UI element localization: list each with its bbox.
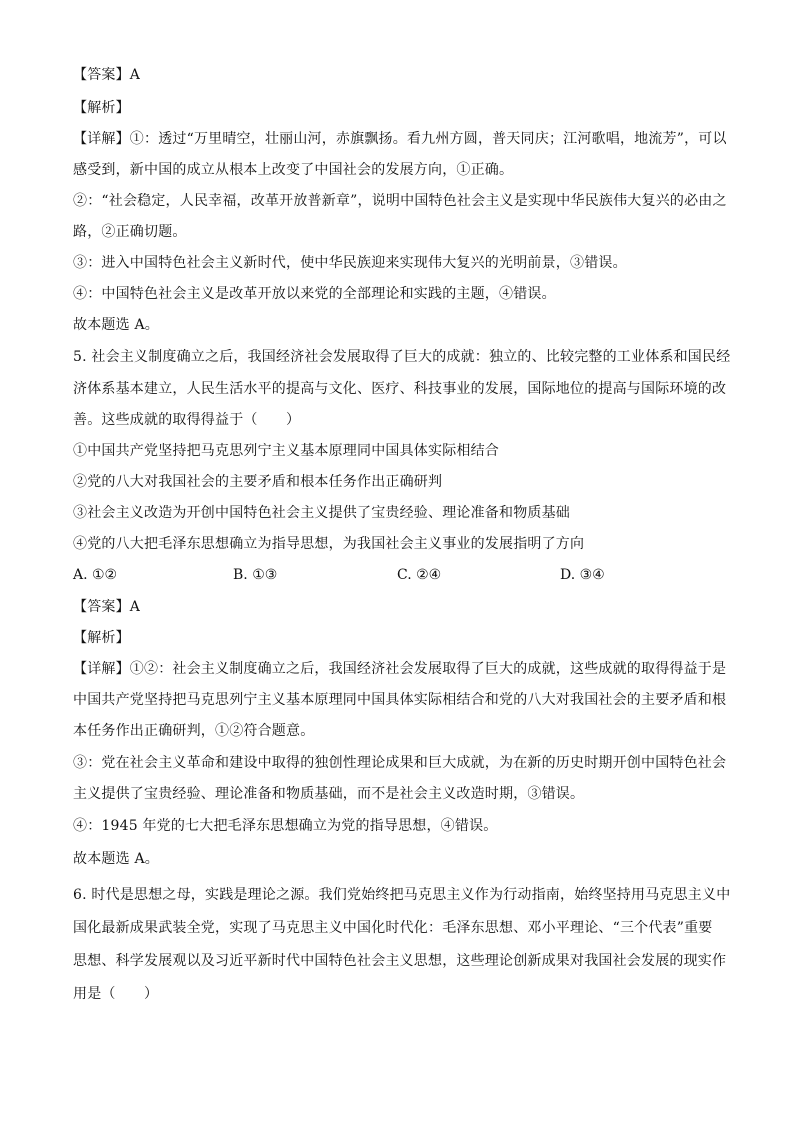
q5-statement-2: ②党的八大对我国社会的主要矛盾和根本任务作出正确研判 (73, 474, 443, 490)
q4-detail-line: 【详解】①：透过“万里晴空，壮丽山河，赤旗飘扬。看九州方圆，普天同庆；江河歌唱，地流芳”，可以 (73, 131, 727, 147)
q6-stem-line: 思想、科学发展观以及习近平新时代中国特色社会主义思想，这些理论创新成果对我国社会发展的现实作 (73, 953, 727, 969)
q5-option-b: B. ①③ (233, 567, 278, 583)
q5-stem-line: 善。这些成就的取得得益于（ ） (73, 412, 301, 428)
q5-option-d: D. ③④ (560, 567, 605, 583)
q5-statement-3: ③社会主义改造为开创中国特色社会主义提供了宝贵经验、理论准备和物质基础 (73, 505, 570, 521)
q4-detail-line: 路，②正确切题。 (73, 224, 187, 240)
q5-stem-line: 济体系基本建立，人民生活水平的提高与文化、医疗、科技事业的发展，国际地位的提高与国际环境的改 (73, 381, 727, 397)
q5-detail-line: 中国共产党坚持把马克思列宁主义基本原理同中国具体实际相结合和党的八大对我国社会的主要矛盾和根 (73, 692, 727, 708)
q4-conclusion: 故本题选 A。 (73, 317, 159, 333)
q5-detail-line: 主义提供了宝贵经验、理论准备和物质基础，而不是社会主义改造时期，③错误。 (73, 786, 585, 802)
q4-answer: 【答案】A (73, 67, 141, 83)
q5-statement-4: ④党的八大把毛泽东思想确立为指导思想，为我国社会主义事业的发展指明了方向 (73, 536, 585, 552)
q5-detail-line: ④：1945 年党的七大把毛泽东思想确立为党的指导思想，④错误。 (73, 818, 498, 834)
q5-detail-line: ③：党在社会主义革命和建设中取得的独创性理论成果和巨大成就，为在新的历史时期开创中国特色社会 (73, 755, 727, 771)
q6-stem-line: 用是（ ） (73, 986, 159, 1002)
q4-analysis-heading: 【解析】 (73, 100, 130, 116)
q4-detail-line: ③：进入中国特色社会主义新时代，使中华民族迎来实现伟大复兴的光明前景，③错误。 (73, 255, 627, 271)
q4-detail-line: 感受到，新中国的成立从根本上改变了中国社会的发展方向，①正确。 (73, 162, 514, 178)
q5-conclusion: 故本题选 A。 (73, 851, 159, 867)
q5-detail-line: 【详解】①②：社会主义制度确立之后，我国经济社会发展取得了巨大的成就，这些成就的取得得益于是 (73, 661, 727, 677)
q5-stem-line: 5. 社会主义制度确立之后，我国经济社会发展取得了巨大的成就：独立的、比较完整的工业体系和国民经 (73, 349, 731, 365)
q4-detail-line: ④：中国特色社会主义是改革开放以来党的全部理论和实践的主题，④错误。 (73, 286, 556, 302)
q6-stem-line: 6. 时代是思想之母，实践是理论之源。我们党始终把马克思主义作为行动指南，始终坚持用马克思主义中 (73, 887, 731, 903)
q4-detail-line: ②：“社会稳定，人民幸福，改革开放普新章”，说明中国特色社会主义是实现中华民族伟大复兴的必由之 (73, 193, 727, 209)
q5-statement-1: ①中国共产党坚持把马克思列宁主义基本原理同中国具体实际相结合 (73, 443, 499, 459)
q5-analysis-heading: 【解析】 (73, 630, 130, 646)
q5-detail-line: 本任务作出正确研判，①②符合题意。 (73, 723, 315, 739)
q6-stem-line: 国化最新成果武装全党，实现了马克思主义中国化时代化：毛泽东思想、邓小平理论、“三个代表”重要 (73, 920, 713, 936)
q5-answer: 【答案】A (73, 599, 141, 615)
q5-options (73, 566, 733, 584)
q5-option-c: C. ②④ (397, 567, 442, 583)
q5-option-a: A. ①② (73, 567, 118, 583)
